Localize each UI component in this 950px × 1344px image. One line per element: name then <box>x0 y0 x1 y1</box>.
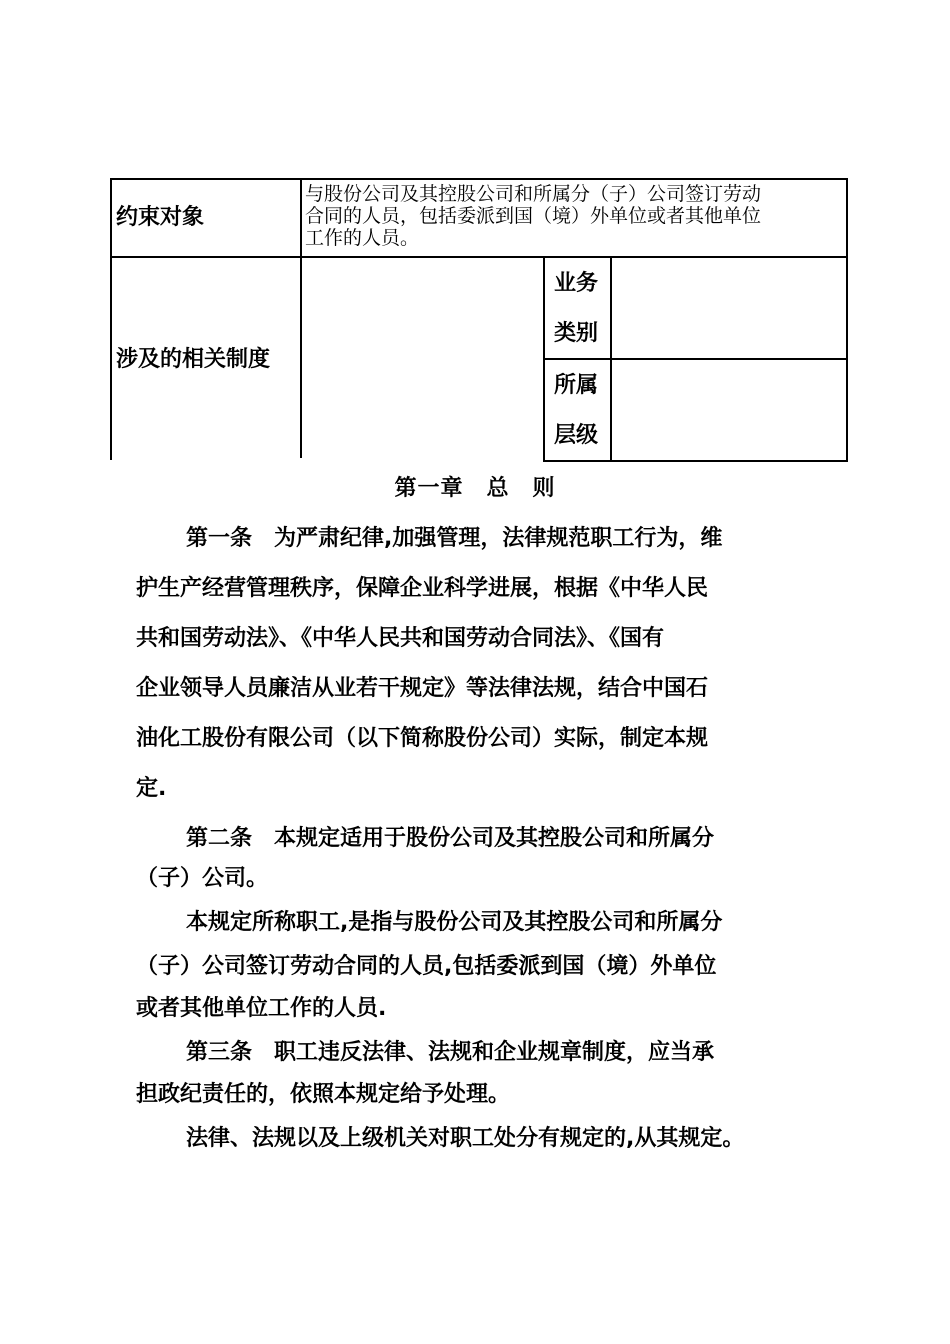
constraint-text-line: 工作的人员。 <box>305 227 420 249</box>
level-line: 所属 <box>554 373 599 398</box>
article-2-line: （子）公司。 <box>136 866 269 891</box>
article-1-line: 护生产经营管理秩序，保障企业科学进展，根据《中华人民 <box>136 576 709 601</box>
table-row-divider <box>110 256 848 258</box>
table-border-right <box>846 178 848 462</box>
constraint-text-line: 合同的人员，包括委派到国（境）外单位或者其他单位 <box>305 205 762 227</box>
article-1-line: 第一条 为严肃纪律,加强管理，法律规范职工行为，维 <box>186 526 723 551</box>
level-line: 层级 <box>554 423 599 448</box>
table-col-divider-sub <box>543 256 545 462</box>
constraint-target-label: 约束对象 <box>116 205 205 230</box>
article-2-para2-line: （子）公司签订劳动合同的人员,包括委派到国（境）外单位 <box>136 954 717 979</box>
article-1-line: 油化工股份有限公司（以下简称股份公司）实际，制定本规 <box>136 726 709 751</box>
article-2-line: 第二条 本规定适用于股份公司及其控股公司和所属分 <box>186 826 715 851</box>
business-category-line: 业务 <box>554 271 599 296</box>
level-label <box>554 361 598 461</box>
constraint-target-text <box>305 183 761 249</box>
table-col-divider <box>300 178 302 458</box>
constraint-text-line: 与股份公司及其控股公司和所属分（子）公司签订劳动 <box>305 183 762 205</box>
article-2-para2-line: 或者其他单位工作的人员. <box>136 996 387 1021</box>
table-border-left <box>110 178 112 460</box>
article-1-line: 定. <box>136 776 167 801</box>
article-1-line: 共和国劳动法》、《中华人民共和国劳动合同法》、《国有 <box>136 626 665 651</box>
table-border-top <box>110 178 848 180</box>
article-3-para2-line: 法律、法规以及上级机关对职工处分有规定的,从其规定。 <box>186 1126 745 1151</box>
article-3-line: 第三条 职工违反法律、法规和企业规章制度，应当承 <box>186 1040 715 1065</box>
related-system-label: 涉及的相关制度 <box>116 347 271 372</box>
business-category-label <box>554 259 598 359</box>
chapter-title: 第一章 总 则 <box>394 476 556 501</box>
article-1-line: 企业领导人员廉洁从业若干规定》等法律法规，结合中国石 <box>136 676 709 701</box>
table-col-divider-sub2 <box>610 256 612 462</box>
business-category-line: 类别 <box>554 321 599 346</box>
article-2-para2-line: 本规定所称职工,是指与股份公司及其控股公司和所属分 <box>186 910 723 935</box>
article-3-line: 担政纪责任的，依照本规定给予处理。 <box>136 1082 511 1107</box>
